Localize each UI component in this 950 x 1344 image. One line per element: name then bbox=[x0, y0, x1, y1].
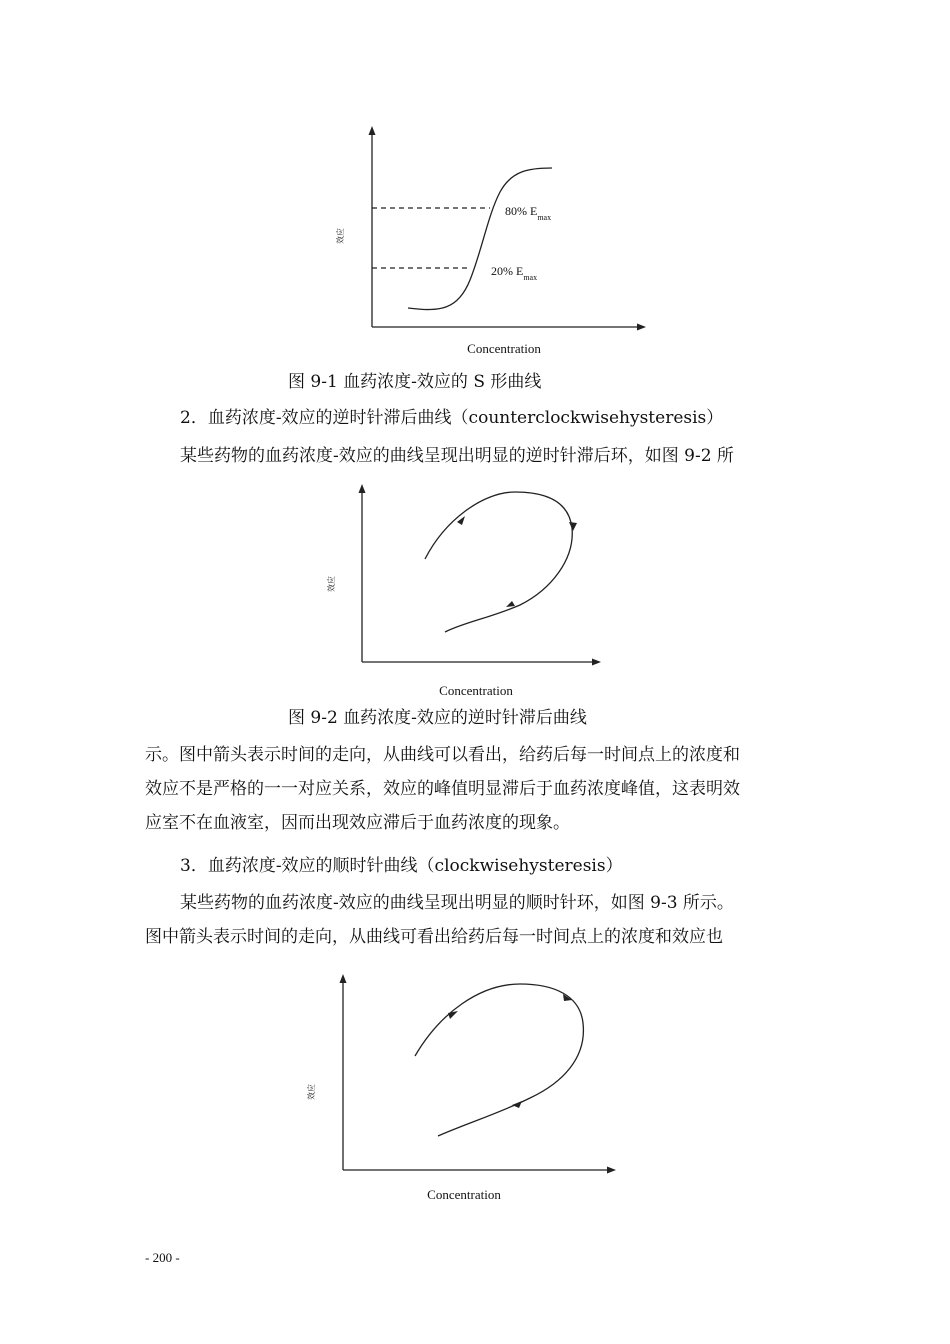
paragraph-line: 某些药物的血药浓度-效应的曲线呈现出明显的顺时针环，如图 9-3 所示。 bbox=[180, 893, 734, 913]
s-curve bbox=[408, 168, 552, 310]
figure-9-1 bbox=[330, 120, 660, 360]
direction-arrow-icon bbox=[506, 601, 515, 607]
label-80-emax: 80% $E_{max}$ bbox=[505, 204, 552, 222]
direction-arrow-icon bbox=[512, 1101, 522, 1108]
x-axis-label: Concentration bbox=[427, 1187, 501, 1202]
x-axis-label: Concentration bbox=[439, 683, 513, 698]
paragraph-line: 示。图中箭头表示时间的走向，从曲线可以看出，给药后每一时间点上的浓度和 bbox=[145, 745, 740, 765]
section-2-paragraph-continued bbox=[145, 738, 810, 840]
section-2-paragraph-line-1: 某些药物的血药浓度-效应的曲线呈现出明显的逆时针滞后环，如图 9-2 所 bbox=[180, 446, 734, 466]
direction-arrow-icon bbox=[448, 1011, 458, 1019]
page-number: - 200 - bbox=[145, 1250, 180, 1265]
label-20-emax: 20% $E_{max}$ bbox=[491, 264, 538, 282]
direction-arrow-icon bbox=[569, 522, 577, 531]
x-axis-arrow-icon bbox=[607, 1167, 616, 1174]
y-axis-arrow-icon bbox=[340, 974, 347, 983]
x-axis-arrow-icon bbox=[637, 324, 646, 331]
section-2-heading: 2．血药浓度-效应的逆时针滞后曲线（counterclockwisehysteresis） bbox=[180, 408, 724, 428]
direction-arrow-icon bbox=[563, 994, 572, 1001]
figure-9-3 bbox=[300, 968, 630, 1208]
paragraph-line: 应室不在血液室，因而出现效应滞后于血药浓度的现象。 bbox=[145, 813, 570, 833]
y-axis-label: 效应 bbox=[336, 228, 345, 244]
y-axis-arrow-icon bbox=[369, 126, 376, 135]
hysteresis-curve bbox=[425, 492, 572, 632]
figure-9-2 bbox=[325, 480, 615, 700]
y-axis-label: 效应 bbox=[327, 576, 336, 592]
section-3-heading: 3．血药浓度-效应的顺时针曲线（clockwisehysteresis） bbox=[180, 856, 623, 876]
figure-9-1-caption: 图 9-1 血药浓度-效应的 S 形曲线 bbox=[288, 372, 542, 392]
x-axis-arrow-icon bbox=[592, 659, 601, 666]
figure-9-2-caption: 图 9-2 血药浓度-效应的逆时针滞后曲线 bbox=[288, 708, 587, 728]
section-3-paragraph bbox=[145, 886, 810, 954]
hysteresis-curve bbox=[415, 984, 583, 1136]
paragraph-line: 图中箭头表示时间的走向，从曲线可看出给药后每一时间点上的浓度和效应也 bbox=[145, 927, 723, 947]
paragraph-line: 效应不是严格的一一对应关系，效应的峰值明显滞后于血药浓度峰值，这表明效 bbox=[145, 779, 740, 799]
x-axis-label: Concentration bbox=[467, 341, 541, 356]
y-axis-label: 效应 bbox=[307, 1084, 316, 1100]
y-axis-arrow-icon bbox=[359, 484, 366, 493]
